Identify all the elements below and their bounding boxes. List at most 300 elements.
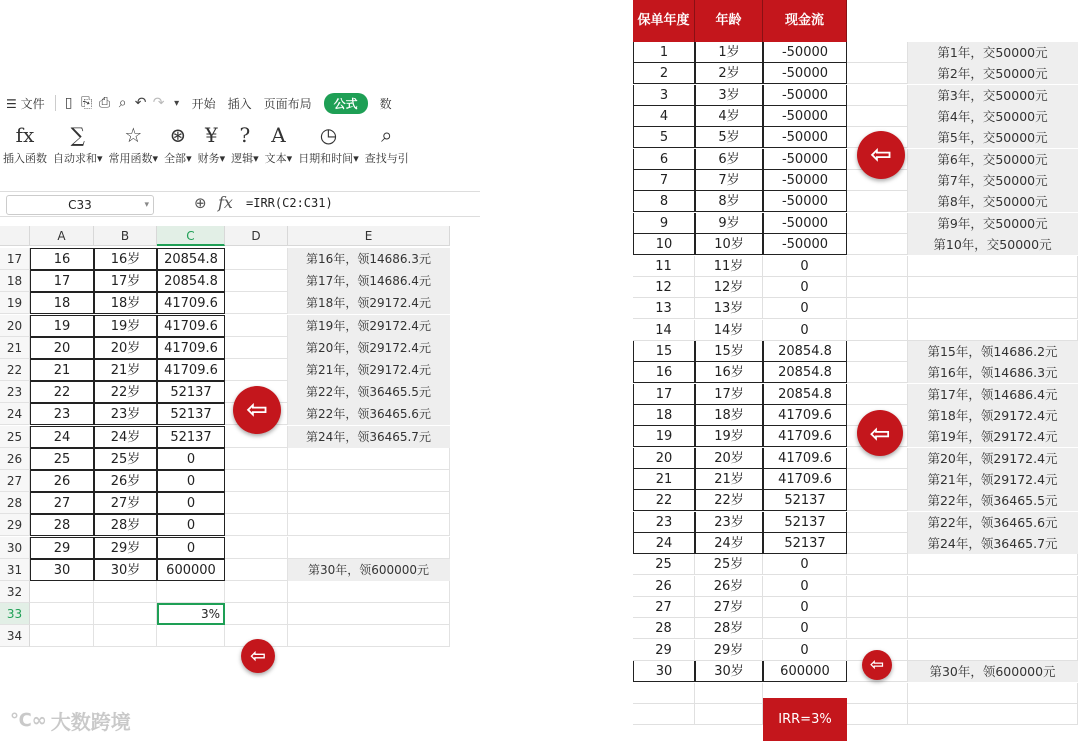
cell-d[interactable]: [225, 492, 288, 514]
cell-d[interactable]: [225, 537, 288, 559]
all-functions-button[interactable]: ⊛ 全部▾: [164, 123, 192, 165]
cell-a[interactable]: 16: [30, 248, 94, 270]
cell-year: 23: [633, 512, 695, 533]
cell-e[interactable]: 第19年，领29172.4元: [288, 315, 450, 337]
date-time-button[interactable]: ◷ 日期和时间▾: [298, 123, 359, 165]
cell-b[interactable]: 28岁: [94, 514, 157, 536]
zoom-icon[interactable]: ⊕: [194, 194, 207, 212]
cell-note: 第4年，交50000元: [908, 106, 1078, 127]
column-header-e[interactable]: E: [288, 226, 450, 246]
cell-e[interactable]: 第20年，领29172.4元: [288, 337, 450, 359]
column-header-a[interactable]: A: [30, 226, 94, 246]
cell-empty: [847, 683, 908, 704]
row-header[interactable]: 29: [0, 514, 30, 536]
cell-b[interactable]: 20岁: [94, 337, 157, 359]
cell-a[interactable]: 21: [30, 359, 94, 381]
row-header[interactable]: 28: [0, 492, 30, 514]
cell-b[interactable]: 17岁: [94, 270, 157, 292]
cell-empty: [847, 213, 908, 234]
cell-cf: 20854.8: [763, 362, 847, 383]
cell-cf: 52137: [763, 533, 847, 554]
cell-c[interactable]: 0: [157, 448, 225, 470]
cell-note: 第22年，领36465.5元: [908, 490, 1078, 511]
cell-cf: -50000: [763, 170, 847, 191]
cell-e[interactable]: [288, 492, 450, 514]
cell-age: 6岁: [695, 149, 763, 170]
cell-empty: [847, 234, 908, 255]
select-all-corner[interactable]: [0, 226, 30, 246]
cell-note: [908, 597, 1078, 618]
cell-note: [908, 320, 1078, 341]
tab-data[interactable]: 数: [379, 96, 392, 111]
cell-age: 9岁: [695, 213, 763, 234]
row-header[interactable]: 31: [0, 559, 30, 581]
cell-b[interactable]: 26岁: [94, 470, 157, 492]
row-header[interactable]: 27: [0, 470, 30, 492]
cell-note: 第2年，交50000元: [908, 63, 1078, 84]
cell-cf: 0: [763, 576, 847, 597]
cell-age: 2岁: [695, 63, 763, 84]
row-header[interactable]: 18: [0, 270, 30, 292]
cell-cf: 41709.6: [763, 405, 847, 426]
cell-e[interactable]: [288, 537, 450, 559]
cell-empty: [847, 533, 908, 554]
cell-note: 第8年，交50000元: [908, 191, 1078, 212]
undo-icon[interactable]: ↶: [134, 95, 147, 111]
cell-empty: [847, 42, 908, 63]
cell-empty: [847, 704, 908, 725]
menu-bar: [0, 88, 480, 118]
row-header[interactable]: 34: [0, 625, 30, 647]
cell-empty: [695, 704, 763, 725]
cell-year: 30: [633, 661, 695, 682]
cell-year: 26: [633, 576, 695, 597]
cell-note: 第7年，交50000元: [908, 170, 1078, 191]
cell-b[interactable]: 29岁: [94, 537, 157, 559]
cell-cf: 0: [763, 320, 847, 341]
left-arrow-icon: ⇦: [862, 650, 892, 680]
row-header[interactable]: 20: [0, 315, 30, 337]
cell-e[interactable]: 第21年，领29172.4元: [288, 359, 450, 381]
cell-cf: -50000: [763, 127, 847, 148]
cell-note: 第6年，交50000元: [908, 149, 1078, 170]
cell-a[interactable]: 26: [30, 470, 94, 492]
cell-year: 1: [633, 42, 695, 63]
cell-cf: 0: [763, 597, 847, 618]
cell-age: 3岁: [695, 85, 763, 106]
cell-c[interactable]: 0: [157, 514, 225, 536]
cell-cf: 0: [763, 618, 847, 639]
cell-empty: [847, 512, 908, 533]
cell-age: 27岁: [695, 597, 763, 618]
cell-cf: -50000: [763, 191, 847, 212]
cell-d[interactable]: [225, 581, 288, 603]
cell-e[interactable]: 第18年，领29172.4元: [288, 292, 450, 314]
header-age: 年龄: [695, 0, 763, 42]
cell-empty: [908, 683, 1078, 704]
cell-age: 14岁: [695, 320, 763, 341]
cell-a[interactable]: 20: [30, 337, 94, 359]
irr-result: IRR=3%: [763, 698, 847, 741]
cell-e[interactable]: [288, 448, 450, 470]
column-header-d[interactable]: D: [225, 226, 288, 246]
cell-empty: [633, 704, 695, 725]
insert-function-button[interactable]: fx 插入函数: [3, 123, 47, 165]
left-arrow-icon: ⇦: [233, 386, 281, 434]
cell-d[interactable]: [225, 270, 288, 292]
cell-d[interactable]: [225, 559, 288, 581]
cell-age: 8岁: [695, 191, 763, 212]
cell-a[interactable]: 24: [30, 426, 94, 448]
row-header[interactable]: 30: [0, 537, 30, 559]
header-cashflow: 现金流: [763, 0, 847, 42]
cell-c[interactable]: 0: [157, 470, 225, 492]
hamburger-icon: ☰: [6, 96, 17, 111]
divider: [55, 95, 56, 111]
cell-age: 7岁: [695, 170, 763, 191]
cell-age: 19岁: [695, 426, 763, 447]
cell-empty: [847, 298, 908, 319]
cell-empty: [695, 683, 763, 704]
cell-note: 第3年，交50000元: [908, 85, 1078, 106]
cell-note: 第18年，领29172.4元: [908, 405, 1078, 426]
cell-d[interactable]: [225, 337, 288, 359]
cell-d[interactable]: [225, 470, 288, 492]
cell-cf: -50000: [763, 42, 847, 63]
watermark-logo-icon: ℃∞: [10, 710, 47, 731]
cell-note: [908, 554, 1078, 575]
chevron-down-icon: ▾: [144, 200, 149, 210]
cell-b[interactable]: [94, 603, 157, 625]
cell-e[interactable]: 第22年，领36465.5元: [288, 381, 450, 403]
cell-b[interactable]: 19岁: [94, 315, 157, 337]
cell-e[interactable]: 第17年，领14686.4元: [288, 270, 450, 292]
cell-age: 25岁: [695, 554, 763, 575]
cell-empty: [847, 277, 908, 298]
cell-year: 24: [633, 533, 695, 554]
name-box[interactable]: C33 ▾: [6, 195, 154, 215]
cell-year: 29: [633, 640, 695, 661]
cell-note: 第16年，领14686.3元: [908, 362, 1078, 383]
cell-e[interactable]: 第24年，领36465.7元: [288, 426, 450, 448]
cell-empty: [847, 597, 908, 618]
cell-a[interactable]: [30, 581, 94, 603]
cell-year: 15: [633, 341, 695, 362]
yen-icon: ¥: [204, 123, 218, 147]
cell-a[interactable]: 23: [30, 403, 94, 425]
cell-empty: [847, 256, 908, 277]
cell-a[interactable]: 27: [30, 492, 94, 514]
cell-c[interactable]: 41709.6: [157, 337, 225, 359]
cell-c[interactable]: 52137: [157, 381, 225, 403]
cell-year: 19: [633, 426, 695, 447]
cell-age: 23岁: [695, 512, 763, 533]
cell-note: 第24年，领36465.7元: [908, 533, 1078, 554]
cell-year: 21: [633, 469, 695, 490]
cell-note: 第22年，领36465.6元: [908, 512, 1078, 533]
cell-age: 15岁: [695, 341, 763, 362]
question-icon: ?: [239, 123, 251, 147]
left-arrow-icon: ⇦: [857, 131, 905, 179]
cell-year: 27: [633, 597, 695, 618]
text-icon: A: [271, 123, 286, 147]
redo-icon[interactable]: ↷: [152, 95, 165, 111]
autosum-button[interactable]: ∑ 自动求和▾: [53, 123, 103, 165]
cell-a[interactable]: 17: [30, 270, 94, 292]
column-header-b[interactable]: B: [94, 226, 157, 246]
cell-e[interactable]: 第16年，领14686.3元: [288, 248, 450, 270]
cell-note: 第15年，领14686.2元: [908, 341, 1078, 362]
cell-c[interactable]: 41709.6: [157, 359, 225, 381]
cell-b[interactable]: 27岁: [94, 492, 157, 514]
cell-note: 第1年，交50000元: [908, 42, 1078, 63]
cell-b[interactable]: 23岁: [94, 403, 157, 425]
left-arrow-icon: ⇦: [241, 639, 275, 673]
cell-c[interactable]: 52137: [157, 426, 225, 448]
print-preview-icon[interactable]: ⌕: [118, 95, 127, 111]
cell-age: 18岁: [695, 405, 763, 426]
cell-a[interactable]: 22: [30, 381, 94, 403]
print-icon[interactable]: ⎙: [99, 95, 111, 111]
cell-e[interactable]: [288, 514, 450, 536]
cell-year: 20: [633, 448, 695, 469]
cell-age: 12岁: [695, 277, 763, 298]
cell-cf: -50000: [763, 149, 847, 170]
cell-d[interactable]: [225, 359, 288, 381]
cell-b[interactable]: [94, 625, 157, 647]
cell-cf: -50000: [763, 106, 847, 127]
cell-note: [908, 298, 1078, 319]
cell-year: 18: [633, 405, 695, 426]
cell-empty: [847, 320, 908, 341]
cell-cf: 20854.8: [763, 341, 847, 362]
cell-c[interactable]: 41709.6: [157, 292, 225, 314]
cell-d[interactable]: [225, 514, 288, 536]
row-header[interactable]: 17: [0, 248, 30, 270]
watermark: ℃∞ 大数跨境: [10, 710, 131, 734]
row-header[interactable]: 32: [0, 581, 30, 603]
logical-button[interactable]: ? 逻辑▾: [231, 123, 259, 165]
cell-d[interactable]: [225, 248, 288, 270]
cell-c[interactable]: [157, 625, 225, 647]
cell-e[interactable]: 第22年，领36465.6元: [288, 403, 450, 425]
cell-cf: 0: [763, 277, 847, 298]
cell-note: 第17年，领14686.4元: [908, 384, 1078, 405]
cell-age: 21岁: [695, 469, 763, 490]
cell-b[interactable]: 22岁: [94, 381, 157, 403]
cell-note: 第30年，领600000元: [908, 661, 1078, 682]
formula-bar: [0, 191, 480, 217]
cell-age: 28岁: [695, 618, 763, 639]
sigma-icon: ∑: [70, 123, 85, 147]
cell-d[interactable]: [225, 603, 288, 625]
cell-a[interactable]: 19: [30, 315, 94, 337]
cell-year: 17: [633, 384, 695, 405]
cell-cf: 0: [763, 256, 847, 277]
header-policy-year: 保单年度: [633, 0, 695, 42]
cell-e[interactable]: [288, 603, 450, 625]
cell-c[interactable]: 0: [157, 537, 225, 559]
cell-a[interactable]: 29: [30, 537, 94, 559]
cell-note: [908, 640, 1078, 661]
cell-c[interactable]: 3%: [157, 603, 225, 625]
cell-note: [908, 618, 1078, 639]
cell-year: 10: [633, 234, 695, 255]
cell-year: 2: [633, 63, 695, 84]
lookup-reference-button[interactable]: ⌕ 查找与引: [364, 123, 409, 165]
row-header[interactable]: 26: [0, 448, 30, 470]
cell-age: 26岁: [695, 576, 763, 597]
cell-empty: [847, 576, 908, 597]
cell-note: 第9年，交50000元: [908, 213, 1078, 234]
row-header[interactable]: 24: [0, 403, 30, 425]
formula-ribbon: [0, 122, 480, 174]
cell-b[interactable]: [94, 581, 157, 603]
cell-a[interactable]: 30: [30, 559, 94, 581]
export-icon[interactable]: ⎘: [81, 95, 93, 111]
cell-note: [908, 576, 1078, 597]
cell-b[interactable]: 18岁: [94, 292, 157, 314]
cell-cf: -50000: [763, 85, 847, 106]
cell-year: 11: [633, 256, 695, 277]
cell-c[interactable]: 20854.8: [157, 270, 225, 292]
cell-e[interactable]: [288, 625, 450, 647]
cell-c[interactable]: [157, 581, 225, 603]
cell-a[interactable]: [30, 603, 94, 625]
cell-c[interactable]: 20854.8: [157, 248, 225, 270]
cell-note: 第10年，交50000元: [908, 234, 1078, 255]
cell-age: 16岁: [695, 362, 763, 383]
clock-icon: ◷: [319, 123, 338, 147]
cell-cf: 52137: [763, 490, 847, 511]
cell-year: 14: [633, 320, 695, 341]
cell-empty: [847, 106, 908, 127]
cell-cf: 52137: [763, 512, 847, 533]
all-icon: ⊛: [169, 123, 187, 147]
cell-year: 9: [633, 213, 695, 234]
cell-age: 24岁: [695, 533, 763, 554]
cell-empty: [847, 469, 908, 490]
cell-empty: [847, 191, 908, 212]
cell-empty: [908, 704, 1078, 725]
star-icon: ☆: [124, 123, 143, 147]
cell-b[interactable]: 24岁: [94, 426, 157, 448]
spreadsheet-app: [0, 88, 480, 667]
cell-empty: [847, 362, 908, 383]
text-button[interactable]: A 文本▾: [264, 123, 293, 165]
cell-note: 第19年，领29172.4元: [908, 426, 1078, 447]
tab-home[interactable]: 开始: [191, 96, 216, 111]
cell-cf: -50000: [763, 213, 847, 234]
fx-icon[interactable]: fx: [218, 193, 233, 212]
cashflow-table: [633, 0, 1080, 741]
tab-page-layout[interactable]: 页面布局: [263, 96, 312, 111]
cell-b[interactable]: 30岁: [94, 559, 157, 581]
row-header[interactable]: 21: [0, 337, 30, 359]
cell-a[interactable]: 25: [30, 448, 94, 470]
cell-age: 22岁: [695, 490, 763, 511]
cell-cf: 0: [763, 640, 847, 661]
common-functions-button[interactable]: ☆ 常用函数▾: [108, 123, 159, 165]
cell-note: 第5年，交50000元: [908, 127, 1078, 148]
cell-empty: [847, 490, 908, 511]
tab-formulas[interactable]: 公式: [324, 93, 368, 114]
cell-e[interactable]: [288, 581, 450, 603]
cell-cf: -50000: [763, 63, 847, 84]
cell-year: 12: [633, 277, 695, 298]
cell-year: 22: [633, 490, 695, 511]
cell-age: 13岁: [695, 298, 763, 319]
cell-cf: 41709.6: [763, 448, 847, 469]
cell-age: 17岁: [695, 384, 763, 405]
row-header[interactable]: 23: [0, 381, 30, 403]
cell-c[interactable]: 52137: [157, 403, 225, 425]
cell-empty: [847, 63, 908, 84]
cell-c[interactable]: 41709.6: [157, 315, 225, 337]
cell-year: 7: [633, 170, 695, 191]
cell-c[interactable]: 0: [157, 492, 225, 514]
cell-cf: 0: [763, 554, 847, 575]
cell-empty: [847, 85, 908, 106]
cell-age: 4岁: [695, 106, 763, 127]
chevron-down-icon[interactable]: ▾: [174, 97, 180, 109]
cell-cf: 0: [763, 298, 847, 319]
row-header[interactable]: 33: [0, 603, 30, 625]
cell-cf: 41709.6: [763, 426, 847, 447]
cell-age: 29岁: [695, 640, 763, 661]
cell-year: 4: [633, 106, 695, 127]
cell-c[interactable]: 600000: [157, 559, 225, 581]
cell-a[interactable]: [30, 625, 94, 647]
cell-empty: [847, 554, 908, 575]
save-icon[interactable]: ▯: [64, 95, 73, 111]
cell-a[interactable]: 28: [30, 514, 94, 536]
cell-b[interactable]: 21岁: [94, 359, 157, 381]
cell-b[interactable]: 16岁: [94, 248, 157, 270]
file-menu[interactable]: ☰ 文件: [6, 96, 45, 111]
lookup-icon: ⌕: [381, 123, 393, 147]
cell-e[interactable]: [288, 470, 450, 492]
cell-a[interactable]: 18: [30, 292, 94, 314]
tab-insert[interactable]: 插入: [227, 96, 252, 111]
formula-input[interactable]: =IRR(C2:C31): [246, 196, 333, 210]
cell-year: 25: [633, 554, 695, 575]
left-arrow-icon: ⇦: [857, 410, 903, 456]
cell-d[interactable]: [225, 315, 288, 337]
row-header[interactable]: 19: [0, 292, 30, 314]
cell-year: 5: [633, 127, 695, 148]
cell-cf: 20854.8: [763, 384, 847, 405]
cell-b[interactable]: 25岁: [94, 448, 157, 470]
cell-d[interactable]: [225, 448, 288, 470]
cell-empty: [633, 683, 695, 704]
financial-button[interactable]: ¥ 财务▾: [197, 123, 226, 165]
cell-year: 3: [633, 85, 695, 106]
cell-e[interactable]: 第30年，领600000元: [288, 559, 450, 581]
cell-cf: 600000: [763, 661, 847, 682]
cell-age: 1岁: [695, 42, 763, 63]
cell-year: 28: [633, 618, 695, 639]
cell-d[interactable]: [225, 292, 288, 314]
cell-age: 30岁: [695, 661, 763, 682]
cell-empty: [847, 341, 908, 362]
column-header-c[interactable]: C: [157, 226, 225, 246]
row-header[interactable]: 22: [0, 359, 30, 381]
row-header[interactable]: 25: [0, 426, 30, 448]
cell-year: 16: [633, 362, 695, 383]
cell-note: 第20年，领29172.4元: [908, 448, 1078, 469]
cell-cf: -50000: [763, 234, 847, 255]
